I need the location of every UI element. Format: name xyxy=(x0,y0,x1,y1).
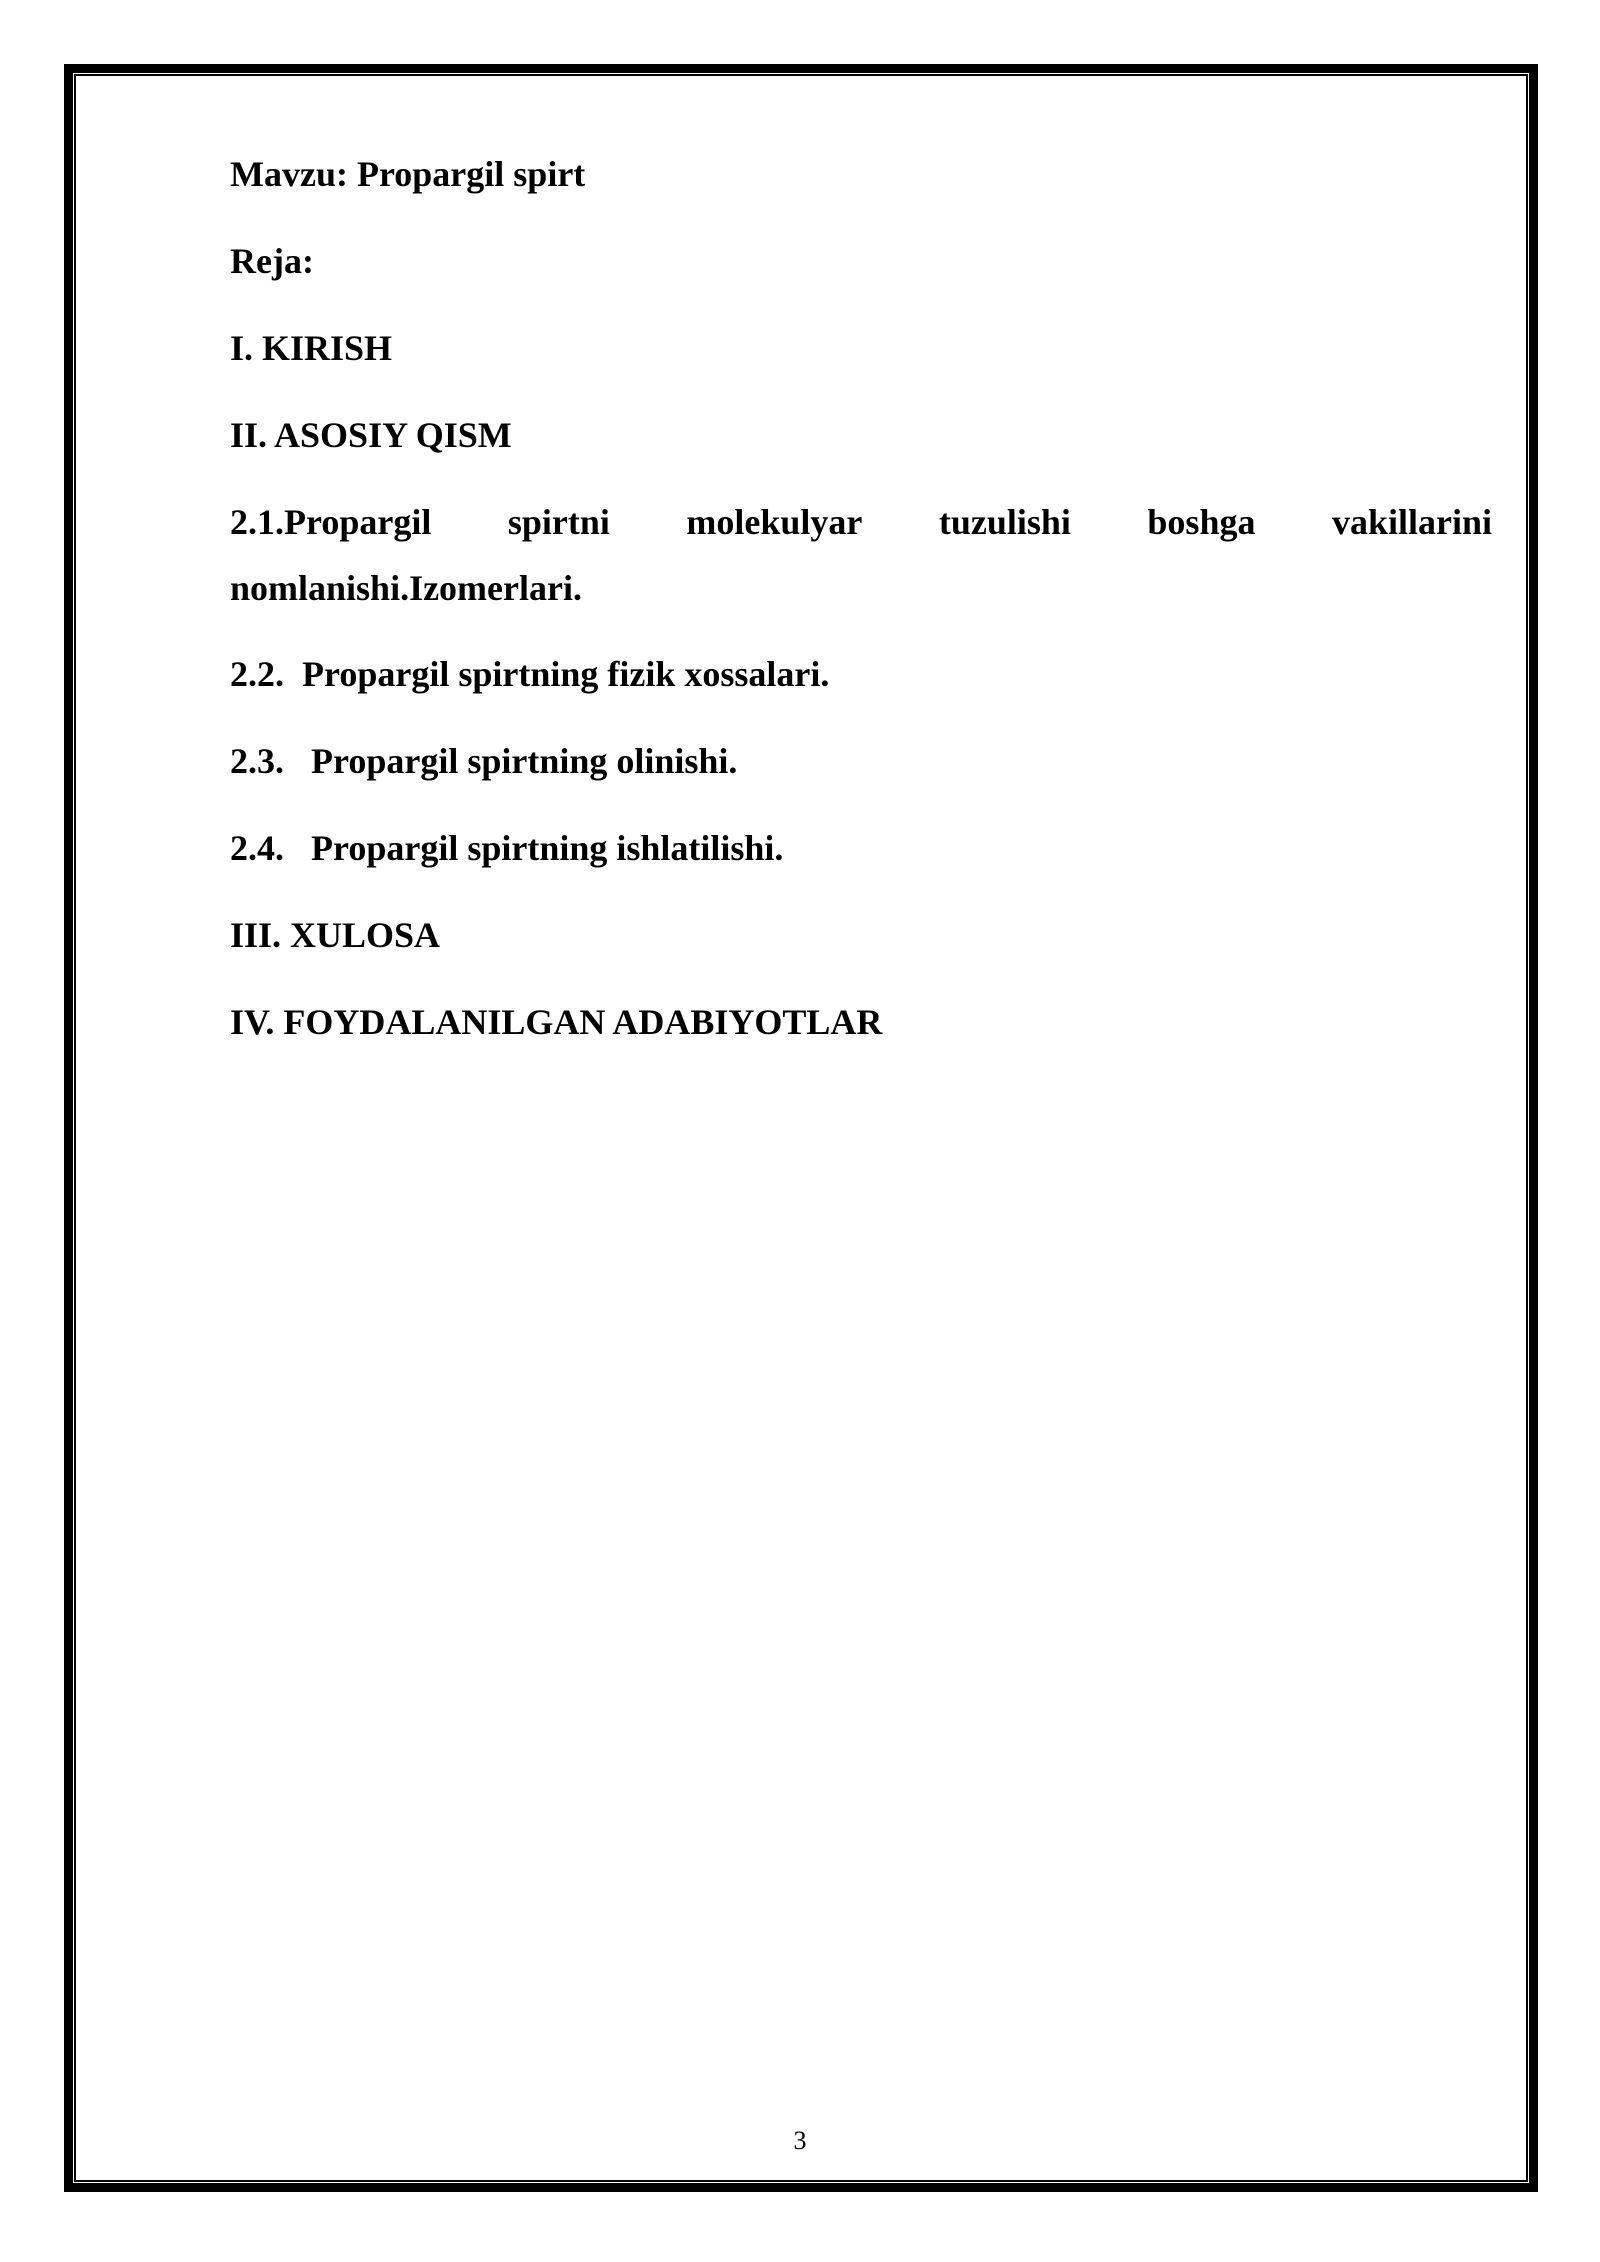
subsection-2-1-word: molekulyar xyxy=(686,502,863,542)
subsection-2-1-word: 2.1.Propargil xyxy=(230,502,432,542)
subsection-2-2: 2.2. Propargil spirtning fizik xossalari. xyxy=(230,654,830,694)
section-intro: I. KIRISH xyxy=(230,328,393,368)
page-number: 3 xyxy=(793,2126,807,2155)
subsection-2-1-line1 xyxy=(230,504,1492,540)
subsection-2-1-word: tuzulishi xyxy=(938,502,1071,542)
section-references: IV. FOYDALANILGAN ADABIYOTLAR xyxy=(230,1002,883,1042)
subsection-2-1-word: vakillarini xyxy=(1331,502,1492,542)
subsection-2-1-word: spirtni xyxy=(507,502,610,542)
subsection-2-1-word: boshga xyxy=(1147,502,1256,542)
subsection-2-1-line2: nomlanishi.Izomerlari. xyxy=(230,568,582,608)
section-conclusion: III. XULOSA xyxy=(230,915,441,955)
page-border-inner xyxy=(74,74,1528,2182)
section-main: II. ASOSIY QISM xyxy=(230,415,512,455)
subsection-2-3: 2.3. Propargil spirtning olinishi. xyxy=(230,741,738,781)
subsection-2-4: 2.4. Propargil spirtning ishlatilishi. xyxy=(230,828,784,868)
plan-label: Reja: xyxy=(230,241,314,281)
topic-heading: Mavzu: Propargil spirt xyxy=(230,154,586,194)
